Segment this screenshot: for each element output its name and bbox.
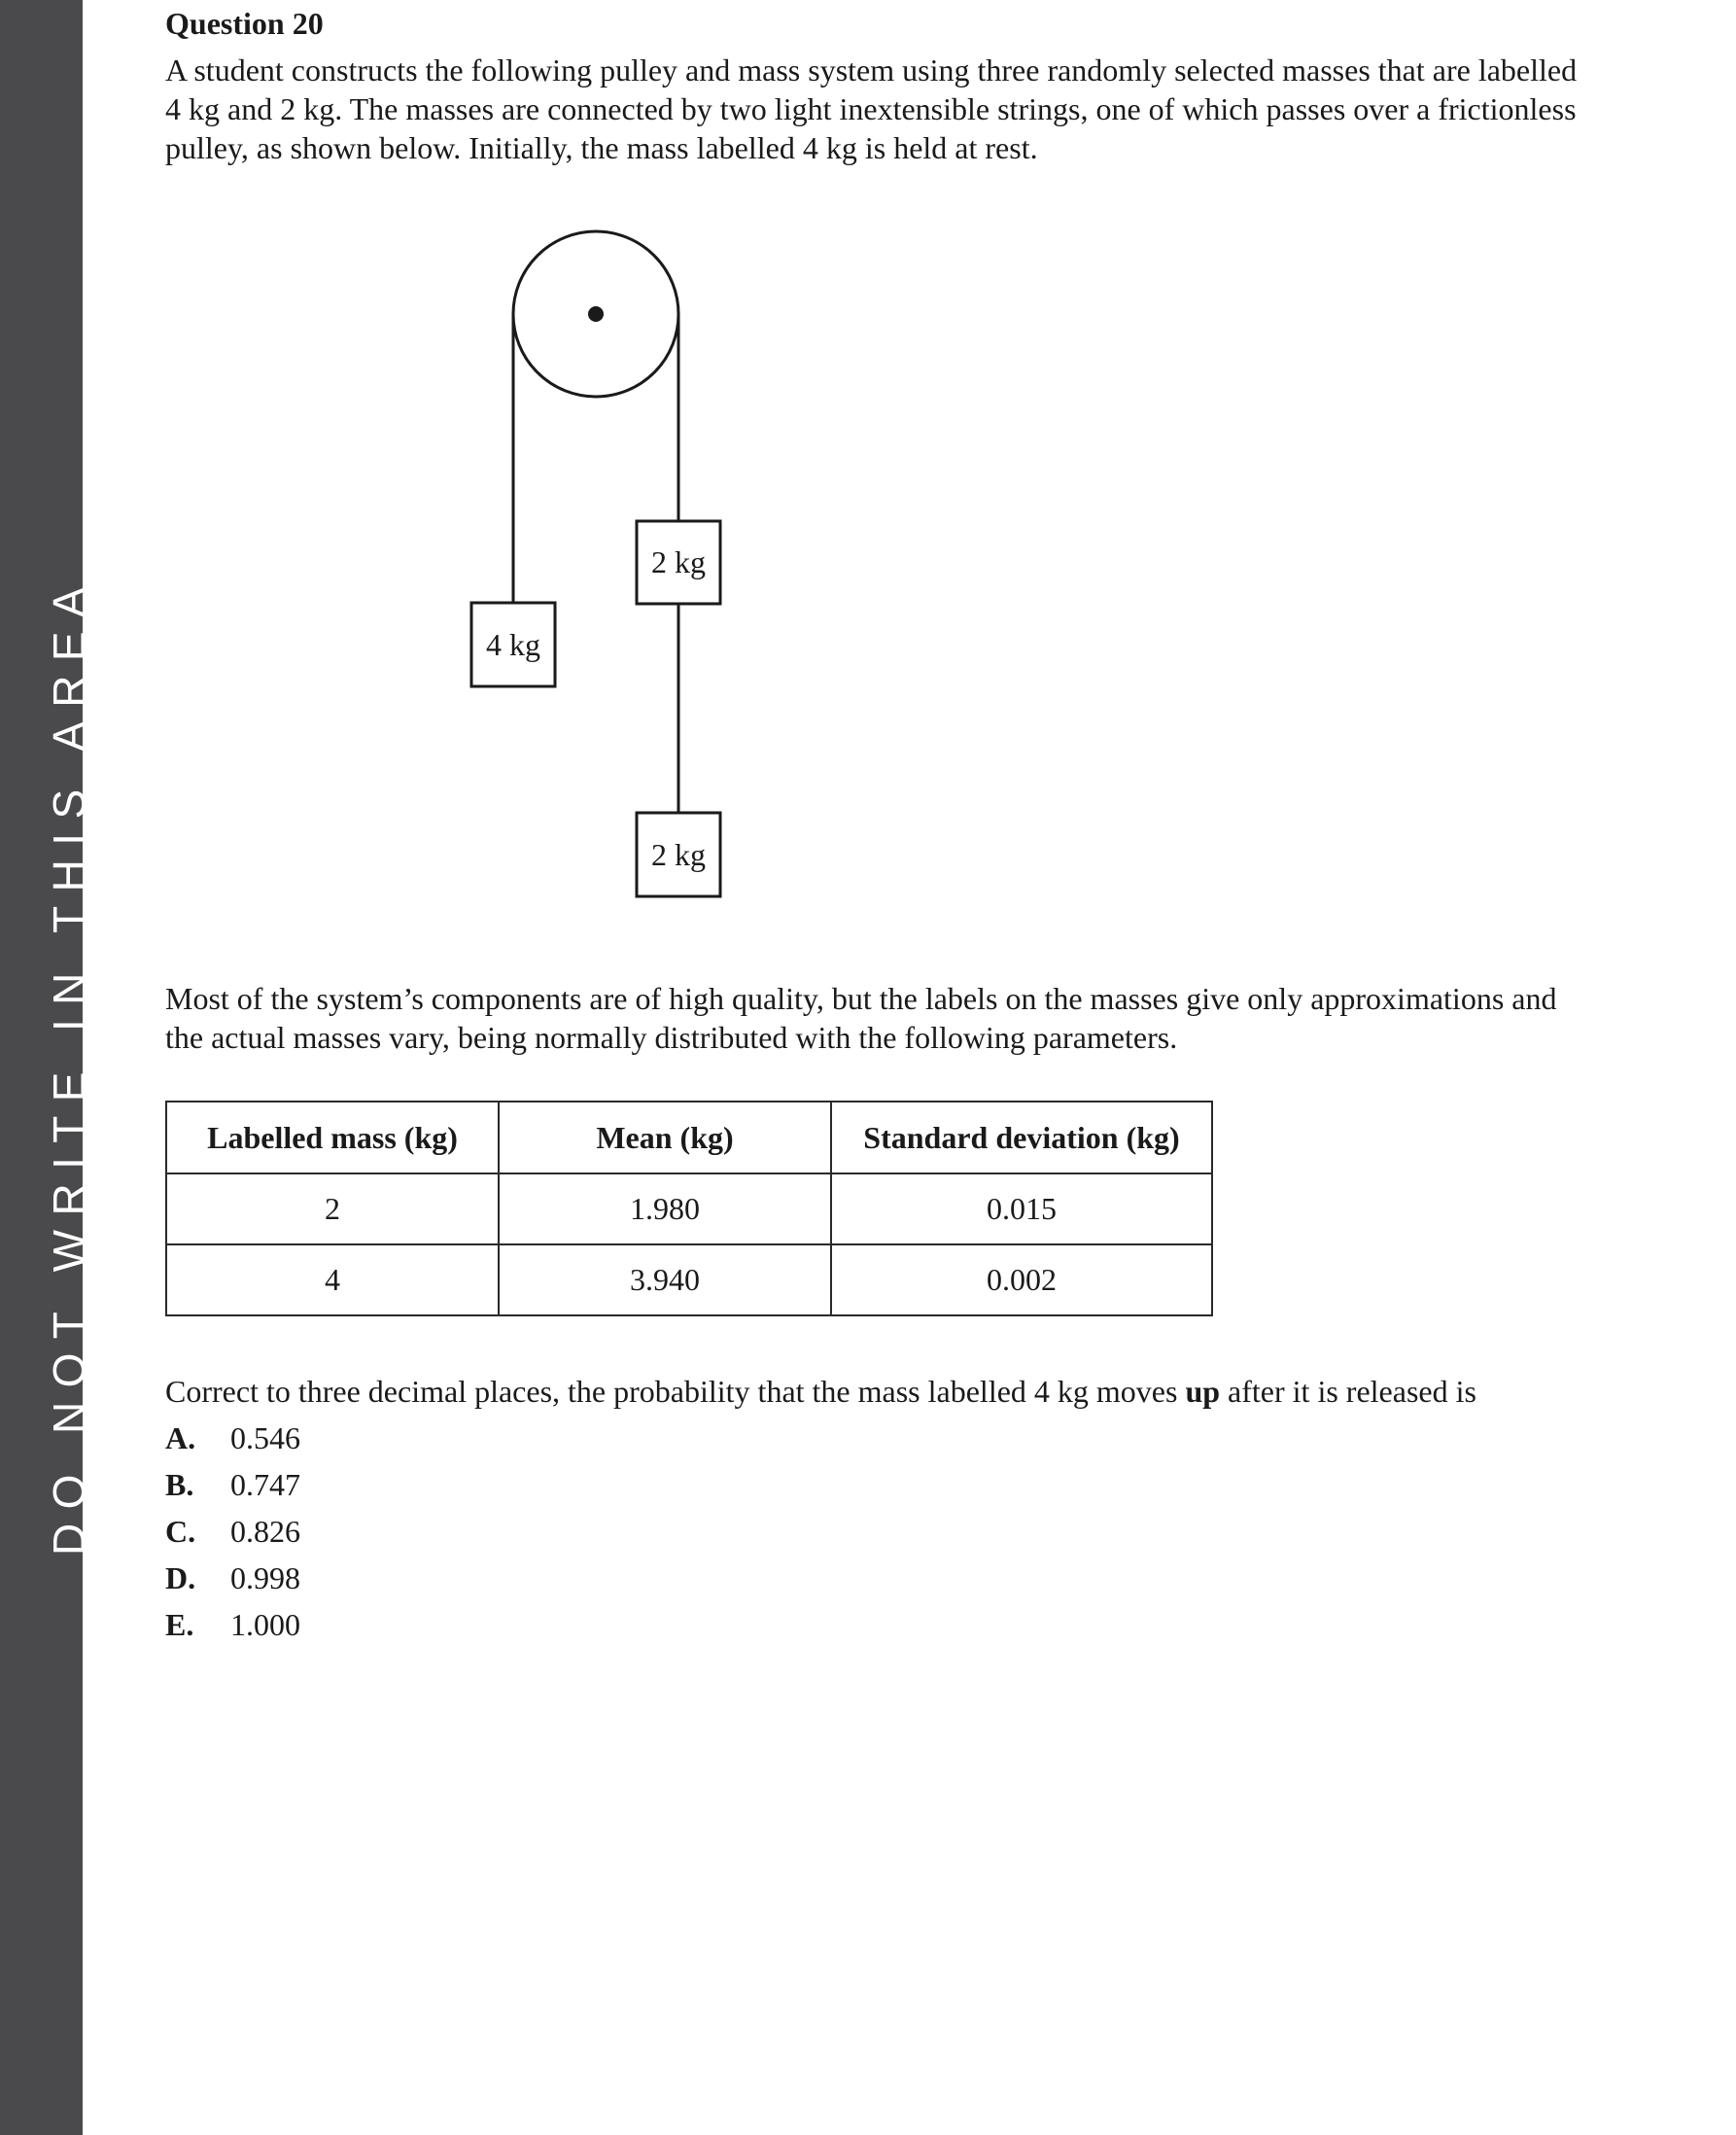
table-cell: 2 [166, 1173, 499, 1244]
margin-warning-text: DO NOT WRITE IN THIS AREA [44, 573, 94, 1556]
right-upper-mass-label: 2 kg [651, 544, 706, 579]
column-header: Mean (kg) [499, 1102, 831, 1173]
table-header-row [166, 1102, 1212, 1173]
question-prompt [165, 1372, 1604, 1411]
option-b[interactable] [165, 1465, 300, 1512]
pulley-axle [588, 306, 604, 322]
option-e[interactable] [165, 1605, 300, 1652]
option-letter: A. [165, 1420, 196, 1455]
column-header: Standard deviation (kg) [831, 1102, 1212, 1173]
option-a[interactable] [165, 1418, 300, 1465]
answer-options [165, 1418, 300, 1652]
right-lower-mass-label: 2 kg [651, 837, 706, 872]
column-header: Labelled mass (kg) [166, 1102, 499, 1173]
margin-bar [0, 0, 94, 2135]
prompt-text-after: after it is released is [1220, 1374, 1476, 1409]
option-letter: B. [165, 1467, 194, 1502]
table-cell: 3.940 [499, 1244, 831, 1315]
option-value: 1.000 [230, 1607, 300, 1642]
parameters-paragraph: Most of the system’s components are of high quality, but the labels on the masses give only approximations and the actual masses vary, being normally distributed with the following parameters. [165, 981, 1557, 1055]
table-cell: 0.002 [831, 1244, 1212, 1315]
prompt-emphasis: up [1185, 1374, 1221, 1409]
option-letter: C. [165, 1514, 196, 1549]
mass-parameters-table [165, 1101, 1213, 1316]
option-value: 0.747 [230, 1467, 300, 1502]
table-row [166, 1244, 1212, 1315]
question-title: Question 20 [165, 6, 324, 41]
pulley-diagram [428, 219, 855, 919]
prompt-text-before: Correct to three decimal places, the probability that the mass labelled 4 kg moves [165, 1374, 1186, 1409]
option-c[interactable] [165, 1512, 300, 1558]
table-cell: 1.980 [499, 1173, 831, 1244]
option-letter: D. [165, 1560, 196, 1595]
option-value: 0.998 [230, 1560, 300, 1595]
option-value: 0.546 [230, 1420, 300, 1455]
option-d[interactable] [165, 1558, 300, 1605]
question-stem: A student constructs the following pulley and mass system using three randomly selected masses that are labelled 4 kg and 2 kg. The masses are connected by two light inextensible strings, one of which passes over a frictionless pulley, as shown below. Initially, the mass labelled 4 kg is held at rest. [165, 52, 1578, 165]
table-cell: 4 [166, 1244, 499, 1315]
option-value: 0.826 [230, 1514, 300, 1549]
table-row [166, 1173, 1212, 1244]
left-mass-label: 4 kg [486, 627, 540, 662]
option-letter: E. [165, 1607, 194, 1642]
table-cell: 0.015 [831, 1173, 1212, 1244]
